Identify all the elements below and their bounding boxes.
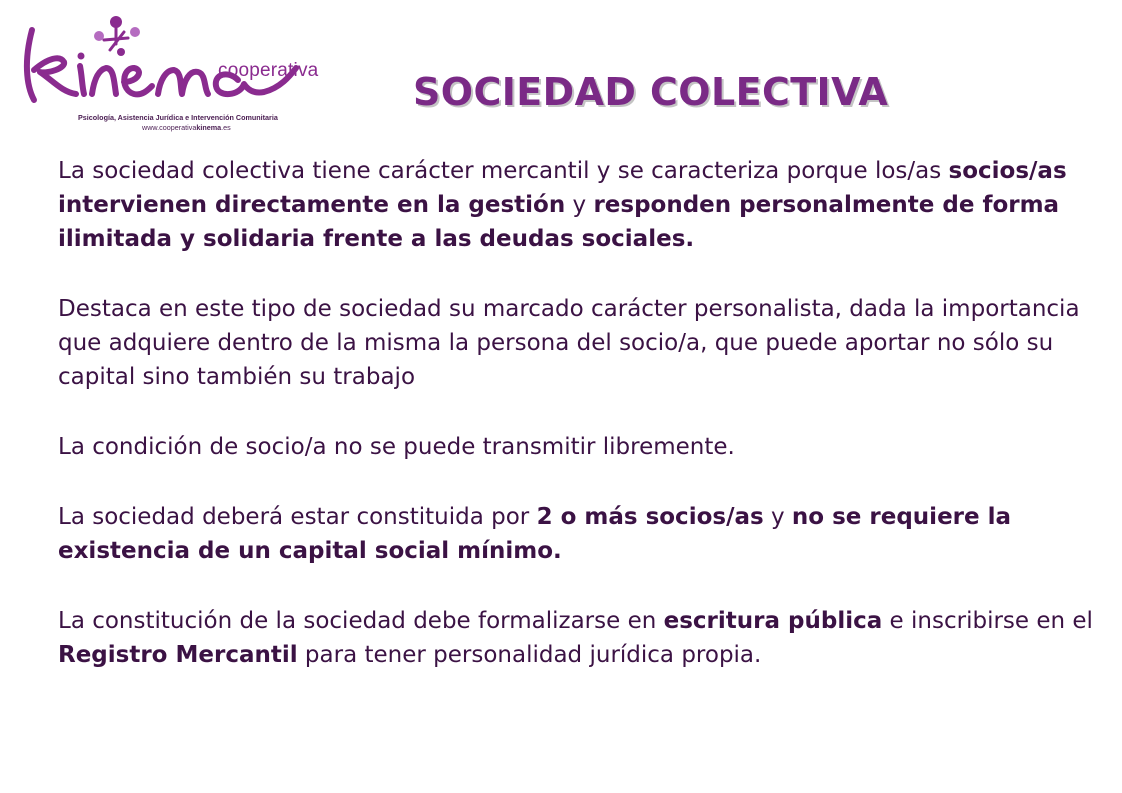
logo-url-suffix: .es	[221, 123, 231, 132]
slide-body	[58, 154, 1098, 708]
paragraph-5	[58, 604, 1098, 672]
p1-text-c: y	[565, 192, 594, 218]
p3-text-a: La condición de socio/a no se puede transmitir libremente.	[58, 434, 735, 460]
p1-bold-b: socios/as intervienen directamente en la gestión	[58, 158, 1067, 218]
logo-tagline: Psicología, Asistencia Jurídica e Intervención Comunitaria	[78, 113, 278, 122]
logo-cooperativa-text: cooperativa	[218, 60, 319, 81]
p2-text-a: Destaca en este tipo de sociedad su marcado carácter personalista, dada la importancia que adquiere dentro de la misma la persona del socio/a, que puede aportar no sólo su capital sino también su trabajo	[58, 296, 1080, 390]
page-title: SOCIEDAD COLECTIVA	[413, 70, 889, 114]
paragraph-2	[58, 292, 1098, 394]
logo-url-bold: kinema	[196, 123, 222, 132]
p4-bold-d: no se requiere la existencia de un capital social mínimo.	[58, 504, 1012, 564]
logo-url-prefix: www.cooperativa	[142, 123, 197, 132]
logo-url	[142, 123, 231, 132]
kinema-logo	[18, 10, 319, 132]
p4-text-c: y	[763, 504, 792, 530]
p4-bold-b: 2 o más socios/as	[536, 504, 764, 530]
paragraph-1	[58, 154, 1098, 256]
p5-bold-b: escritura pública	[663, 608, 883, 634]
p1-text-a: La sociedad colectiva tiene carácter mercantil y se caracteriza porque los/as	[58, 158, 949, 184]
p4-text-a: La sociedad deberá estar constituida por	[58, 504, 537, 530]
p5-text-e: para tener personalidad jurídica propia.	[297, 642, 762, 668]
paragraph-3	[58, 430, 1098, 464]
p5-bold-d: Registro Mercantil	[58, 642, 298, 668]
paragraph-4	[58, 500, 1098, 568]
p5-text-c: e inscribirse en el	[882, 608, 1093, 634]
p1-bold-d: responden personalmente de forma ilimitada y solidaria frente a las deudas sociales.	[58, 192, 1060, 252]
title-container	[413, 70, 888, 114]
p5-text-a: La constitución de la sociedad debe formalizarse en	[58, 608, 664, 634]
